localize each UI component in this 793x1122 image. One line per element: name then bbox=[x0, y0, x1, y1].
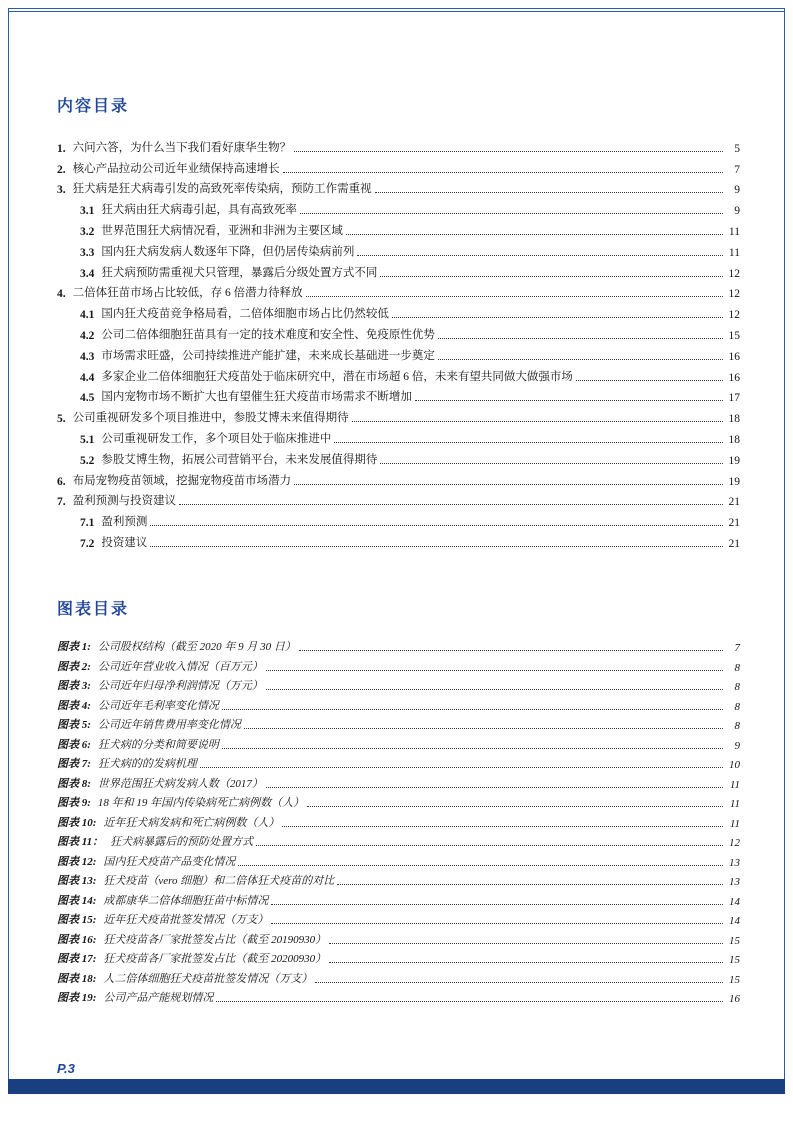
toc-entry-text: 国内狂犬病发病人数逐年下降，但仍居传染病前列 bbox=[101, 245, 355, 258]
dot-leader bbox=[307, 806, 723, 807]
dot-leader bbox=[438, 338, 723, 339]
figure-entry-number: 图表 16: bbox=[57, 933, 97, 946]
figure-entry-page: 15 bbox=[729, 973, 740, 986]
figure-entry-number: 图表 19: bbox=[57, 992, 97, 1005]
toc-entry-page: 9 bbox=[734, 184, 740, 197]
dot-leader bbox=[337, 884, 723, 885]
figure-entry bbox=[57, 986, 740, 1006]
toc-entry-number: 3. bbox=[57, 184, 66, 197]
toc-entry-page: 12 bbox=[728, 309, 740, 322]
figure-entry-number: 图表 9: bbox=[57, 797, 91, 810]
figure-entry bbox=[57, 810, 740, 830]
dot-leader bbox=[256, 845, 723, 846]
figure-list bbox=[57, 635, 740, 1006]
dot-leader bbox=[380, 463, 723, 464]
toc-entry-number: 5.2 bbox=[80, 454, 95, 467]
dot-leader bbox=[238, 865, 723, 866]
toc-entry-page: 16 bbox=[728, 371, 740, 384]
figure-entry bbox=[57, 635, 740, 655]
toc-entry bbox=[57, 425, 740, 446]
toc-entry bbox=[57, 342, 740, 363]
dot-leader bbox=[266, 670, 723, 671]
toc-entry-number: 3.1 bbox=[80, 205, 95, 218]
figure-entry-number: 图表 2: bbox=[57, 660, 91, 673]
toc-entry-text: 投资建议 bbox=[101, 536, 148, 549]
figure-entry-page: 14 bbox=[729, 895, 740, 908]
toc-entry-text: 国内狂犬疫苗竞争格局看，二倍体细胞市场占比仍然较低 bbox=[101, 308, 389, 321]
footer-bar bbox=[8, 1079, 785, 1094]
figure-entry-number: 图表 4: bbox=[57, 699, 91, 712]
toc-entry-page: 9 bbox=[734, 205, 740, 218]
figure-entry-page: 8 bbox=[734, 681, 740, 694]
toc-entry-number: 7.1 bbox=[80, 517, 95, 530]
dot-leader bbox=[271, 923, 723, 924]
dot-leader bbox=[294, 484, 723, 485]
toc-entry-page: 19 bbox=[728, 475, 740, 488]
figure-entry bbox=[57, 674, 740, 694]
figure-entry-page: 7 bbox=[734, 642, 740, 655]
footer-page-number: P.3 bbox=[57, 1061, 75, 1076]
toc-entry-number: 4. bbox=[57, 288, 66, 301]
toc-entry-number: 7. bbox=[57, 496, 66, 509]
dot-leader bbox=[306, 296, 723, 297]
toc-list bbox=[57, 134, 740, 550]
toc-entry-text: 参股艾博生物，拓展公司营销平台，未来发展值得期待 bbox=[101, 453, 378, 466]
figure-entry-text: 成都康华二倍体细胞狂苗中标情况 bbox=[103, 894, 269, 907]
figure-entry bbox=[57, 908, 740, 928]
dot-leader bbox=[294, 151, 723, 152]
figure-entry-page: 15 bbox=[729, 934, 740, 947]
figure-entry-text: 公司产品产能规划情况 bbox=[103, 992, 214, 1005]
dot-leader bbox=[438, 359, 723, 360]
figure-entry-number: 图表 6: bbox=[57, 738, 91, 751]
toc-entry-page: 21 bbox=[728, 496, 740, 509]
figure-entry bbox=[57, 771, 740, 791]
figure-entry-text: 公司近年毛利率变化情况 bbox=[97, 699, 219, 712]
toc-entry bbox=[57, 363, 740, 384]
toc-entry-number: 4.1 bbox=[80, 309, 95, 322]
toc-entry-page: 12 bbox=[728, 288, 740, 301]
dot-leader bbox=[357, 255, 723, 256]
toc-entry bbox=[57, 384, 740, 405]
figure-entry bbox=[57, 654, 740, 674]
figure-entry-text: 近年狂犬病发病和死亡病例数（人） bbox=[103, 816, 280, 829]
dot-leader bbox=[392, 317, 723, 318]
figure-entry bbox=[57, 927, 740, 947]
figure-entry-page: 8 bbox=[734, 720, 740, 733]
figure-entry-number: 图表 11： bbox=[57, 836, 104, 849]
toc-title: 内容目录 bbox=[57, 98, 130, 115]
toc-entry bbox=[57, 217, 740, 238]
figure-entry-number: 图表 13: bbox=[57, 875, 97, 888]
toc-entry-number: 5.1 bbox=[80, 433, 95, 446]
dot-leader bbox=[266, 787, 723, 788]
figure-entry-page: 11 bbox=[729, 798, 740, 811]
toc-entry-page: 11 bbox=[728, 246, 740, 259]
toc-entry-text: 狂犬病预防需重视犬只管理，暴露后分级处置方式不同 bbox=[101, 266, 378, 279]
toc-entry bbox=[57, 404, 740, 425]
toc-entry bbox=[57, 155, 740, 176]
toc-entry-number: 2. bbox=[57, 163, 66, 176]
figure-entry bbox=[57, 713, 740, 733]
toc-entry-text: 国内宠物市场不断扩大也有望催生狂犬疫苗市场需求不断增加 bbox=[101, 391, 412, 404]
figure-entry-text: 国内狂犬疫苗产品变化情况 bbox=[103, 855, 236, 868]
toc-entry-number: 5. bbox=[57, 413, 66, 426]
figure-entry-number: 图表 12: bbox=[57, 855, 97, 868]
toc-entry-number: 4.5 bbox=[80, 392, 95, 405]
toc-entry-page: 18 bbox=[728, 433, 740, 446]
figure-entry-number: 图表 3: bbox=[57, 680, 91, 693]
figure-entry bbox=[57, 869, 740, 889]
toc-entry-text: 二倍体狂苗市场占比较低，存 6 倍潜力待释放 bbox=[72, 287, 303, 300]
figure-entry-page: 13 bbox=[729, 876, 740, 889]
toc-entry-page: 17 bbox=[728, 392, 740, 405]
figures-title: 图表目录 bbox=[57, 600, 130, 618]
figure-entry-text: 狂犬疫苗（vero 细胞）和二倍体狂犬疫苗的对比 bbox=[103, 875, 335, 888]
toc-entry bbox=[57, 176, 740, 197]
figure-entry-text: 世界范围狂犬病发病人数（2017） bbox=[97, 777, 263, 790]
figure-entry-page: 15 bbox=[729, 954, 740, 967]
figure-entry bbox=[57, 752, 740, 772]
toc-entry-page: 7 bbox=[734, 163, 740, 176]
figure-entry-text: 狂犬疫苗各厂家批签发占比（截至 20200930） bbox=[103, 953, 327, 966]
toc-entry-number: 1. bbox=[57, 142, 66, 155]
dot-leader bbox=[222, 709, 723, 710]
dot-leader bbox=[244, 728, 723, 729]
dot-leader bbox=[179, 504, 723, 505]
toc-entry bbox=[57, 529, 740, 550]
dot-leader bbox=[380, 276, 723, 277]
toc-entry-text: 狂犬病是狂犬病毒引发的高致死率传染病，预防工作需重视 bbox=[72, 183, 372, 196]
figure-entry-number: 图表 7: bbox=[57, 758, 91, 771]
figure-entry-number: 图表 5: bbox=[57, 719, 91, 732]
dot-leader bbox=[415, 400, 723, 401]
figure-entry-page: 8 bbox=[734, 661, 740, 674]
dot-leader bbox=[576, 380, 723, 381]
figure-entry-page: 14 bbox=[729, 915, 740, 928]
dot-leader bbox=[200, 767, 723, 768]
dot-leader bbox=[266, 689, 723, 690]
toc-entry-number: 3.2 bbox=[80, 225, 95, 238]
dot-leader bbox=[329, 943, 723, 944]
toc-entry-number: 6. bbox=[57, 475, 66, 488]
figure-entry bbox=[57, 888, 740, 908]
toc-entry bbox=[57, 196, 740, 217]
dot-leader bbox=[283, 172, 723, 173]
toc-entry-number: 3.4 bbox=[80, 267, 95, 280]
figure-entry-page: 16 bbox=[729, 993, 740, 1006]
figure-entry-page: 12 bbox=[729, 837, 740, 850]
toc-entry-page: 16 bbox=[728, 350, 740, 363]
figure-entry-text: 18 年和 19 年国内传染病死亡病例数（人） bbox=[97, 797, 305, 810]
dot-leader bbox=[352, 421, 723, 422]
toc-entry-number: 4.4 bbox=[80, 371, 95, 384]
figure-entry-text: 狂犬病的的发病机理 bbox=[97, 758, 197, 771]
figure-entry-text: 狂犬病暴露后的预防处置方式 bbox=[110, 836, 254, 849]
toc-entry-text: 盈利预测 bbox=[101, 516, 148, 529]
figure-entry bbox=[57, 791, 740, 811]
dot-leader bbox=[346, 234, 723, 235]
toc-entry-number: 3.3 bbox=[80, 246, 95, 259]
figure-entry-number: 图表 15: bbox=[57, 914, 97, 927]
dot-leader bbox=[282, 826, 723, 827]
toc-entry bbox=[57, 508, 740, 529]
figure-entry-number: 图表 1: bbox=[57, 641, 91, 654]
dot-leader bbox=[150, 546, 723, 547]
figure-entry-text: 公司近年营业收入情况（百万元） bbox=[97, 660, 263, 673]
toc-entry-text: 多家企业二倍体细胞狂犬疫苗处于临床研究中，潜在市场超 6 倍，未来有望共同做大做强市场 bbox=[101, 370, 573, 383]
figure-entry-text: 狂犬病的分类和简要说明 bbox=[97, 738, 219, 751]
toc-entry bbox=[57, 259, 740, 280]
toc-entry bbox=[57, 467, 740, 488]
figure-entry-text: 公司股权结构（截至 2020 年 9 月 30 日） bbox=[97, 641, 296, 654]
toc-entry-number: 4.2 bbox=[80, 329, 95, 342]
figure-entry bbox=[57, 732, 740, 752]
figure-entry-text: 人二倍体细胞狂犬疫苗批签发情况（万支） bbox=[103, 972, 313, 985]
figure-entry-number: 图表 17: bbox=[57, 953, 97, 966]
dot-leader bbox=[216, 1001, 723, 1002]
toc-entry-text: 公司重视研发多个项目推进中，参股艾博未来值得期待 bbox=[72, 412, 349, 425]
dot-leader bbox=[315, 982, 723, 983]
figure-entry bbox=[57, 693, 740, 713]
figure-entry-page: 13 bbox=[729, 856, 740, 869]
toc-entry-number: 4.3 bbox=[80, 350, 95, 363]
dot-leader bbox=[150, 525, 723, 526]
figure-entry bbox=[57, 830, 740, 850]
toc-entry-page: 19 bbox=[728, 454, 740, 467]
toc-entry-text: 市场需求旺盛，公司持续推进产能扩建，未来成长基础进一步奠定 bbox=[101, 349, 435, 362]
dot-leader bbox=[334, 442, 723, 443]
toc-entry-page: 18 bbox=[728, 413, 740, 426]
figure-entry-page: 11 bbox=[729, 817, 740, 830]
toc-entry-page: 21 bbox=[728, 537, 740, 550]
toc-entry-page: 5 bbox=[734, 142, 740, 155]
figure-entry-text: 公司近年销售费用率变化情况 bbox=[97, 719, 241, 732]
figure-entry-text: 公司近年归母净利润情况（万元） bbox=[97, 680, 263, 693]
dot-leader bbox=[222, 748, 723, 749]
toc-entry-text: 盈利预测与投资建议 bbox=[72, 495, 177, 508]
toc-entry-text: 公司二倍体细胞狂苗具有一定的技术难度和安全性、免疫原性优势 bbox=[101, 328, 435, 341]
toc-entry bbox=[57, 300, 740, 321]
toc-entry bbox=[57, 321, 740, 342]
toc-entry-text: 公司重视研发工作，多个项目处于临床推进中 bbox=[101, 432, 332, 445]
toc-entry-text: 核心产品拉动公司近年业绩保持高速增长 bbox=[72, 162, 280, 175]
toc-entry bbox=[57, 488, 740, 509]
dot-leader bbox=[271, 904, 723, 905]
figure-entry-page: 11 bbox=[729, 778, 740, 791]
figure-entry bbox=[57, 849, 740, 869]
figure-entry-number: 图表 8: bbox=[57, 777, 91, 790]
dot-leader bbox=[375, 192, 723, 193]
figure-entry-page: 9 bbox=[734, 739, 740, 752]
figure-entry-page: 10 bbox=[729, 759, 740, 772]
toc-entry bbox=[57, 238, 740, 259]
toc-entry-text: 六问六答，为什么当下我们看好康华生物？ bbox=[72, 141, 292, 154]
dot-leader bbox=[300, 213, 723, 214]
figure-entry bbox=[57, 966, 740, 986]
toc-entry-page: 12 bbox=[728, 267, 740, 280]
toc-entry-page: 21 bbox=[728, 517, 740, 530]
figure-entry-number: 图表 18: bbox=[57, 972, 97, 985]
figure-entry-number: 图表 14: bbox=[57, 894, 97, 907]
figure-entry-text: 狂犬疫苗各厂家批签发占比（截至 20190930） bbox=[103, 933, 327, 946]
toc-entry bbox=[57, 446, 740, 467]
figure-entry-page: 8 bbox=[734, 700, 740, 713]
toc-entry-number: 7.2 bbox=[80, 537, 95, 550]
toc-entry-text: 狂犬病由狂犬病毒引起，具有高致死率 bbox=[101, 204, 297, 217]
toc-entry-page: 11 bbox=[728, 225, 740, 238]
figure-entry bbox=[57, 947, 740, 967]
figure-entry-number: 图表 10: bbox=[57, 816, 97, 829]
toc-entry bbox=[57, 134, 740, 155]
figure-entry-text: 近年狂犬疫苗批签发情况（万支） bbox=[103, 914, 269, 927]
dot-leader bbox=[299, 650, 723, 651]
toc-entry-text: 布局宠物疫苗领域，挖掘宠物疫苗市场潜力 bbox=[72, 474, 292, 487]
toc-entry-text: 世界范围狂犬病情况看，亚洲和非洲为主要区域 bbox=[101, 224, 343, 237]
toc-entry bbox=[57, 280, 740, 301]
toc-entry-page: 15 bbox=[728, 329, 740, 342]
dot-leader bbox=[329, 962, 723, 963]
